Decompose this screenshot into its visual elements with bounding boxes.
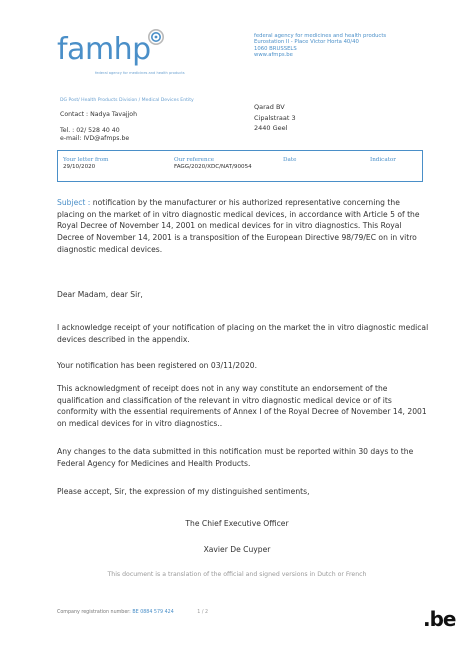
reference-box [57, 150, 423, 182]
body-paragraph-registered: Your notification has been registered on 03/11/2020. [57, 361, 258, 370]
body-paragraph-changes: Any changes to the data submitted in this notification must be reported within 30 days to the Federal Agency for Medicines and Health Products. [57, 447, 414, 468]
logo-tagline: federal agency for medicines and health products [95, 71, 185, 75]
agency-line: federal agency for medicines and health products [254, 33, 387, 39]
addressee-line: 2440 Geel [254, 124, 288, 132]
agency-address [254, 33, 454, 59]
subject-paragraph [57, 197, 429, 256]
subject-label: Subject : [57, 198, 91, 207]
company-registration-number: BE 0884 579 424 [132, 610, 174, 615]
company-registration-label: Company registration number: [57, 610, 131, 615]
closing-sentence: Please accept, Sir, the expression of my distinguished sentiments, [57, 487, 310, 496]
our-reference-column [174, 157, 252, 170]
sender-email-link[interactable]: e-mail: IVD@afmps.be [60, 134, 130, 142]
signatory-title: The Chief Executive Officer [185, 519, 289, 528]
logo-wordmark: famhp [57, 32, 151, 67]
date-label: Date [283, 157, 297, 163]
body-paragraph-receipt: I acknowledge receipt of your notification of placing on the market the in vitro diagnostic medical devices described in the appendix. [57, 323, 429, 344]
sender-contact: Contact : Nadya Tavajjoh [60, 111, 138, 118]
agency-website-link[interactable]: www.afmps.be [254, 52, 293, 59]
our-reference-value: FAGG/2020/XDC/NAT/90054 [174, 164, 252, 170]
famhp-logo [57, 27, 207, 82]
sender-tel: Tel. : 02/ 528 40 40 [60, 127, 120, 134]
your-letter-column [63, 157, 108, 170]
agency-line: 1060 BRUSSELS [254, 45, 297, 52]
your-letter-value: 29/10/2020 [63, 164, 96, 170]
indicator-label: Indicator [370, 157, 396, 163]
your-letter-label: Your letter from [63, 157, 109, 163]
indicator-column [370, 157, 396, 163]
our-reference-label: Our reference [174, 157, 215, 163]
addressee-line: Qarad BV [254, 103, 285, 111]
sender-division: DG Post/ Health Products Division / Medical Devices Entity [60, 98, 194, 103]
addressee-block [254, 102, 296, 134]
translation-note: This document is a translation of the official and signed versions in Dutch or French [107, 571, 367, 578]
famhp-swirl-icon [146, 29, 166, 47]
sender-contact-details [60, 127, 129, 142]
agency-line: Eurostation II - Place Victor Horta 40/40 [254, 39, 359, 46]
footer [57, 610, 208, 615]
signatory-name: Xavier De Cuyper [203, 545, 271, 554]
be-logo: .be [423, 607, 456, 631]
date-column [283, 157, 296, 163]
subject-text: notification by the manufacturer or his authorized representative concerning the placing on the market of in vitro diagnostic medical devices, in accordance with Article 5 of the Royal Decree of November 14, 2001 on medical devices for in vitro diagnostics. This Royal Decree of November 14, 2001 is a transposition of the European Directive 98/79/EC on in vitro diagnostic medical devices. [57, 198, 420, 254]
body-paragraph-disclaimer: This acknowledgment of receipt does not in any way constitute an endorsement of the qualification and classification of the relevant in vitro diagnostic medical device or of its conformity with the essential requirements of Annex I of the Royal Decree of November 14, 2001 on medical devices for in vitro diagnostics.. [57, 384, 427, 429]
page-number: 1 / 2 [197, 610, 209, 615]
addressee-line: Cipalstraat 3 [254, 113, 296, 122]
salutation: Dear Madam, dear Sir, [57, 290, 143, 299]
